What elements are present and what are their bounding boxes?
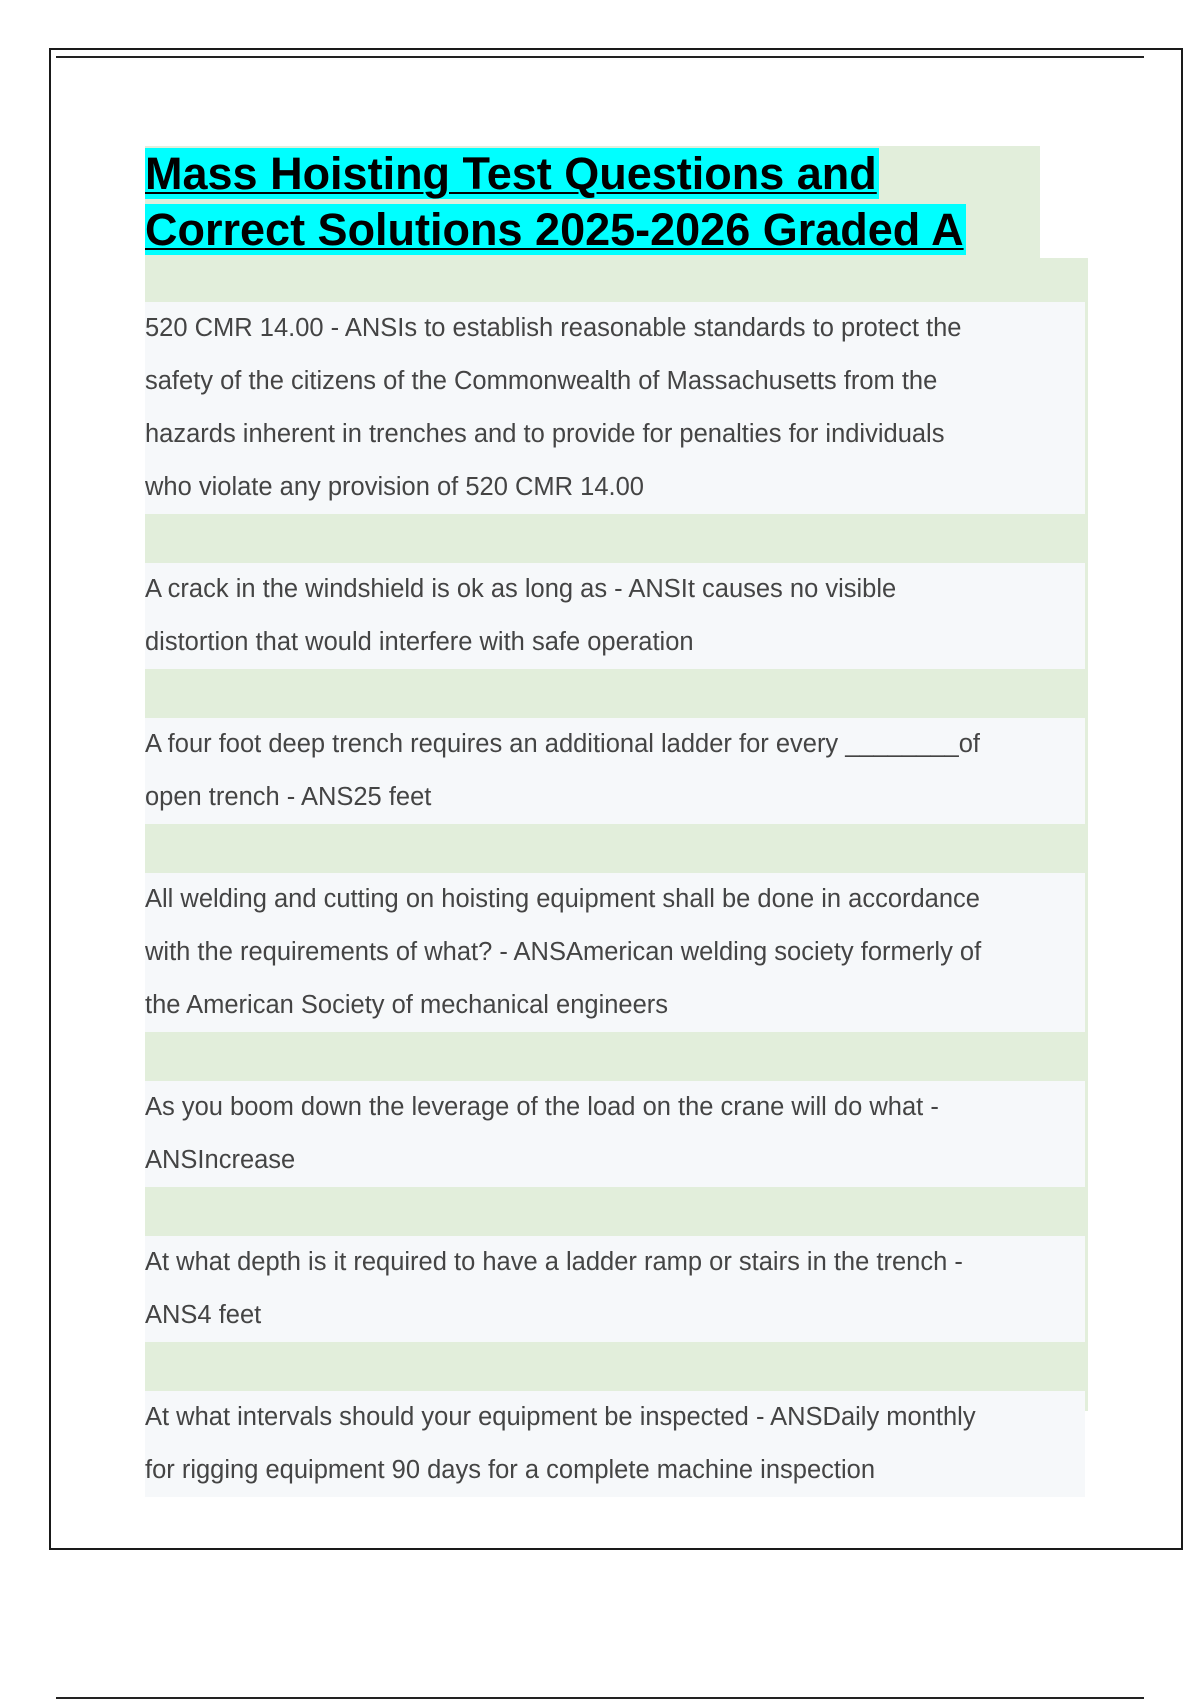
qa-spacer <box>145 1032 1085 1081</box>
qa-list <box>145 302 1085 1497</box>
qa-item-2 <box>145 563 1085 669</box>
qa-line: the American Society of mechanical engineers <box>145 991 669 1019</box>
qa-line: At what depth is it required to have a ladder ramp or stairs in the trench - <box>145 1248 963 1276</box>
qa-spacer <box>145 514 1085 563</box>
title-line-1: Mass Hoisting Test Questions and <box>145 148 877 199</box>
qa-line: distortion that would interfere with safe operation <box>145 628 694 656</box>
qa-spacer <box>145 1342 1085 1391</box>
qa-spacer <box>145 669 1085 718</box>
title-line-2: Correct Solutions 2025-2026 Graded A <box>145 204 964 255</box>
qa-line: ANS4 feet <box>145 1301 262 1329</box>
qa-item-4 <box>145 873 1085 1032</box>
qa-line: At what intervals should your equipment be inspected - ANSDaily monthly <box>145 1403 976 1431</box>
qa-line: hazards inherent in trenches and to provide for penalties for individuals <box>145 420 945 448</box>
qa-line: 520 CMR 14.00 - ANSIs to establish reasonable standards to protect the <box>145 314 962 342</box>
qa-line: safety of the citizens of the Commonwealth of Massachusetts from the <box>145 367 938 395</box>
qa-line: All welding and cutting on hoisting equipment shall be done in accordance <box>145 885 980 913</box>
qa-spacer <box>145 1187 1085 1236</box>
qa-line: A four foot deep trench requires an additional ladder for every ________of <box>145 730 980 758</box>
qa-line: A crack in the windshield is ok as long as - ANSIt causes no visible <box>145 575 897 603</box>
next-page-rule <box>56 1697 1144 1699</box>
qa-line: with the requirements of what? - ANSAmerican welding society formerly of <box>145 938 982 966</box>
document-title <box>145 146 966 258</box>
title-background <box>145 146 1040 258</box>
qa-item-1 <box>145 302 1085 514</box>
qa-line: As you boom down the leverage of the load on the crane will do what - <box>145 1093 939 1121</box>
qa-item-6 <box>145 1236 1085 1342</box>
qa-line: ANSIncrease <box>145 1146 296 1174</box>
qa-line: who violate any provision of 520 CMR 14.00 <box>145 473 644 501</box>
qa-spacer <box>145 824 1085 873</box>
qa-item-5 <box>145 1081 1085 1187</box>
qa-item-7 <box>145 1391 1085 1497</box>
qa-line: open trench - ANS25 feet <box>145 783 432 811</box>
qa-item-3 <box>145 718 1085 824</box>
header-rule <box>56 56 1144 58</box>
qa-line: for rigging equipment 90 days for a complete machine inspection <box>145 1456 875 1484</box>
